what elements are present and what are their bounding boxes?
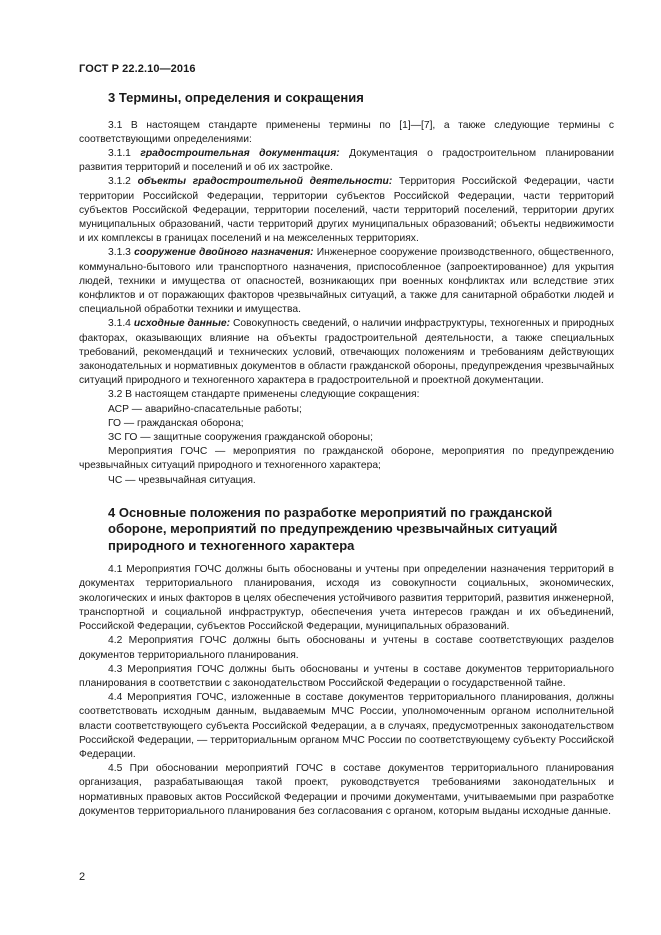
- term-definition: Инженерное сооружение производственного, общественного, коммунально-бытового или транспортного назначения, приспособленное (запроектированное) для укрытия людей, техники и имущества от опасностей, возникающих при военных конфликтах или вследствие этих конфликтов и от поражающих факторов чрезвычайных ситуаций, а также для санитарной обработки людей и специальной обработки техники и имущества.: [79, 247, 614, 316]
- section-4-title-line: природного и техногенного характера: [108, 537, 355, 553]
- abbreviation-item: ГО — гражданская оборона;: [108, 417, 244, 429]
- section-4-title-line: обороне, мероприятий по предупреждению чрезвычайных ситуаций: [108, 521, 558, 537]
- paragraph-4-5: 4.5 При обосновании мероприятий ГОЧС в составе документов территориального планирования организация, разрабатывающая такой проект, руководствуется требованиями законодательных и нормативных правовых актов Российской Федерации и прочими документами, учитываемыми при разработке документов территориального планирования без согласования с органом, которым выданы исходные данные.: [79, 763, 614, 817]
- section-3-title: 3 Термины, определения и сокращения: [108, 90, 364, 105]
- term-3-1-4: [79, 317, 614, 388]
- term-number: 3.1.4: [108, 318, 134, 330]
- paragraph-3-1: 3.1 В настоящем стандарте применены термины по [1]—[7], а также следующие термины с соответствующими определениями:: [79, 119, 614, 145]
- abbreviation-item: АСР — аварийно-спасательные работы;: [108, 403, 302, 415]
- term-name: градостроительная документация:: [140, 147, 340, 159]
- paragraph-4-1: 4.1 Мероприятия ГОЧС должны быть обоснованы и учтены при определении назначения территорий в документах территориального планирования, исходя из совокупности социальных, экономических, экологических и иных факторов в целях обеспечения устойчивого развития территорий, развития инженерной, транспортной и социальной инфраструктур, обеспечения учета интересов граждан и их объединений, Российской Федерации, субъектов Российской Федерации, муниципальных образований.: [79, 564, 614, 633]
- paragraph-4-4: 4.4 Мероприятия ГОЧС, изложенные в составе документов территориального планирования, должны соответствовать исходным данным, выдаваемым МЧС России, уполномоченным органом исполнительной власти соответствующего субъекта Российской Федерации, а в случаях, предусмотренных законодательством Российской Федерации, — территориальным органом МЧС России по соответствующему субъекту Российской Федерации.: [79, 692, 614, 760]
- term-number: 3.1.3: [108, 247, 135, 259]
- document-body: [79, 90, 614, 819]
- term-3-1-3: [79, 246, 614, 317]
- paragraph-3-2: 3.2 В настоящем стандарте применены следующие сокращения:: [108, 389, 420, 401]
- paragraph-4-3: 4.3 Мероприятия ГОЧС должны быть обоснованы и учтены в составе документов территориального планирования в соответствии с законодательством Российской Федерации о государственной тайне.: [79, 663, 614, 689]
- paragraph-4-2: 4.2 Мероприятия ГОЧС должны быть обоснованы и учтены в составе соответствующих разделов документов территориального планирования.: [79, 635, 614, 661]
- term-name: исходные данные:: [133, 318, 231, 330]
- document-header: ГОСТ Р 22.2.10—2016: [79, 63, 196, 75]
- section-4-title: [79, 505, 614, 555]
- term-number: 3.1.1: [108, 147, 141, 159]
- term-name: объекты градостроительной деятельности:: [137, 176, 393, 188]
- term-3-1-2: [79, 175, 614, 246]
- section-4-title-line: 4 Основные положения по разработке мероприятий по гражданской: [108, 504, 553, 520]
- term-definition: Территория Российской Федерации, части территории Российской Федерации, территории субъектов Российской Федерации, части территорий субъектов Российской Федерации, территории поселений, части территорий поселений, территории других муниципальных образований, части территорий других муниципальных образований; объекты недвижимости и их комплексы в границах поселений и на межселенных территориях.: [79, 176, 614, 245]
- abbreviation-item: Мероприятия ГОЧС — мероприятия по гражданской обороне, мероприятия по предупреждению чрезвычайных ситуаций природного и техногенного характера;: [79, 446, 614, 472]
- term-definition: Совокупность сведений, о наличии инфраструктуры, техногенных и природных факторах, оказывающих влияние на объекты градостроительной деятельности, а также специальных требований, рекомендаций и технических условий, отвечающих положениям и требованиям действующих законодательных и нормативных документов в области гражданской обороны, предупреждения чрезвычайных ситуаций природного и техногенного характера в градостроительной и проектной документации.: [79, 318, 614, 387]
- abbreviation-item: ЗС ГО — защитные сооружения гражданской обороны;: [108, 431, 373, 443]
- abbreviation-item: ЧС — чрезвычайная ситуация.: [108, 474, 256, 486]
- term-definition: Документация о градостроительном планировании развития территорий и поселений и об их застройке.: [79, 147, 614, 174]
- page-number: 2: [79, 871, 86, 883]
- term-name: сооружение двойного назначения:: [134, 247, 314, 259]
- term-number: 3.1.2: [108, 176, 138, 188]
- term-3-1-1: [79, 147, 614, 175]
